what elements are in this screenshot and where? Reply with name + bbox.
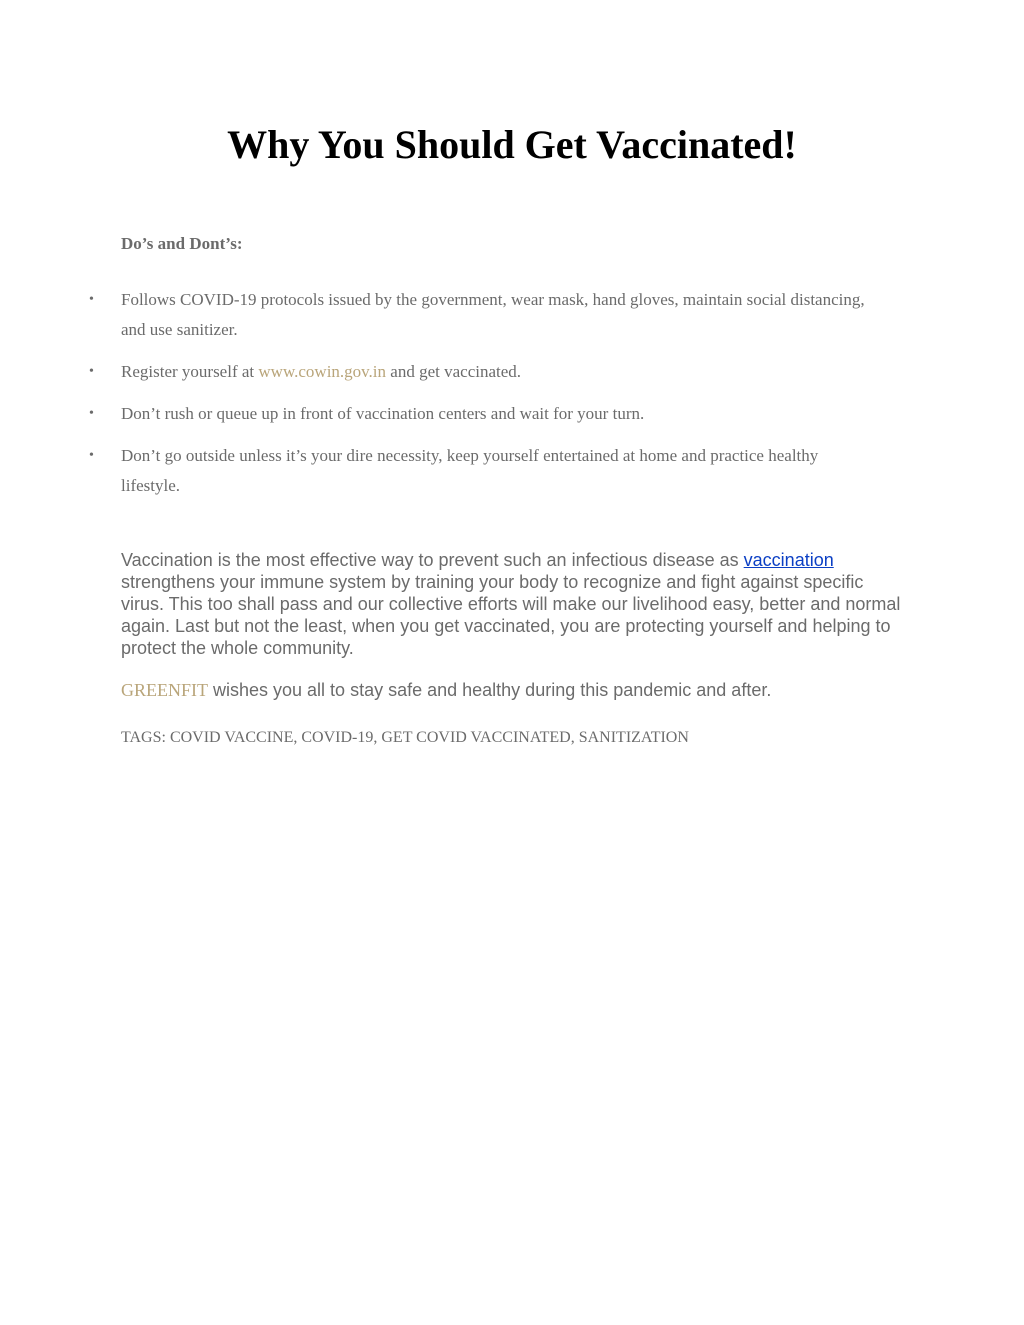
vaccination-link[interactable]: vaccination xyxy=(743,550,834,570)
closing-line xyxy=(121,679,911,701)
tags-line: TAGS: COVID VACCINE, COVID-19, GET COVID VACCINATED, SANITIZATION xyxy=(121,729,689,746)
section-heading: Do’s and Dont’s: xyxy=(121,234,243,253)
bullet-icon: • xyxy=(89,448,94,463)
list-item xyxy=(0,357,881,387)
brand-name: GREENFIT xyxy=(121,680,208,700)
list-item-text-after: and get vaccinated. xyxy=(386,362,522,381)
paragraph-text-after: strengthens your immune system by training your body to recognize and fight against specific virus. This too shall pass and our collective efforts will make our livelihood easy, better and normal again. Last but not the least, when you get vaccinated, you are protecting yourself and helping to protect the whole community. xyxy=(121,572,901,658)
cowin-link[interactable]: www.cowin.gov.in xyxy=(258,362,387,381)
closing-text: wishes you all to stay safe and healthy during this pandemic and after. xyxy=(208,680,772,700)
bullet-icon: • xyxy=(89,364,94,379)
list-item xyxy=(0,441,881,501)
dos-donts-list xyxy=(0,285,1024,513)
list-item-text: Follows COVID-19 protocols issued by the government, wear mask, hand gloves, maintain social distancing, and use sanitizer. xyxy=(121,290,865,339)
list-item xyxy=(0,399,881,429)
list-item-text: Don’t go outside unless it’s your dire necessity, keep yourself entertained at home and practice healthy lifestyle. xyxy=(121,446,819,495)
list-item-text: Don’t rush or queue up in front of vaccination centers and wait for your turn. xyxy=(121,404,645,423)
list-item xyxy=(0,285,881,345)
page-title: Why You Should Get Vaccinated! xyxy=(227,122,797,167)
bullet-icon: • xyxy=(89,406,94,421)
paragraph-text-before: Vaccination is the most effective way to prevent such an infectious disease as xyxy=(121,550,744,570)
body-paragraph xyxy=(121,549,911,659)
bullet-icon: • xyxy=(89,292,94,307)
list-item-text-before: Register yourself at xyxy=(121,362,259,381)
